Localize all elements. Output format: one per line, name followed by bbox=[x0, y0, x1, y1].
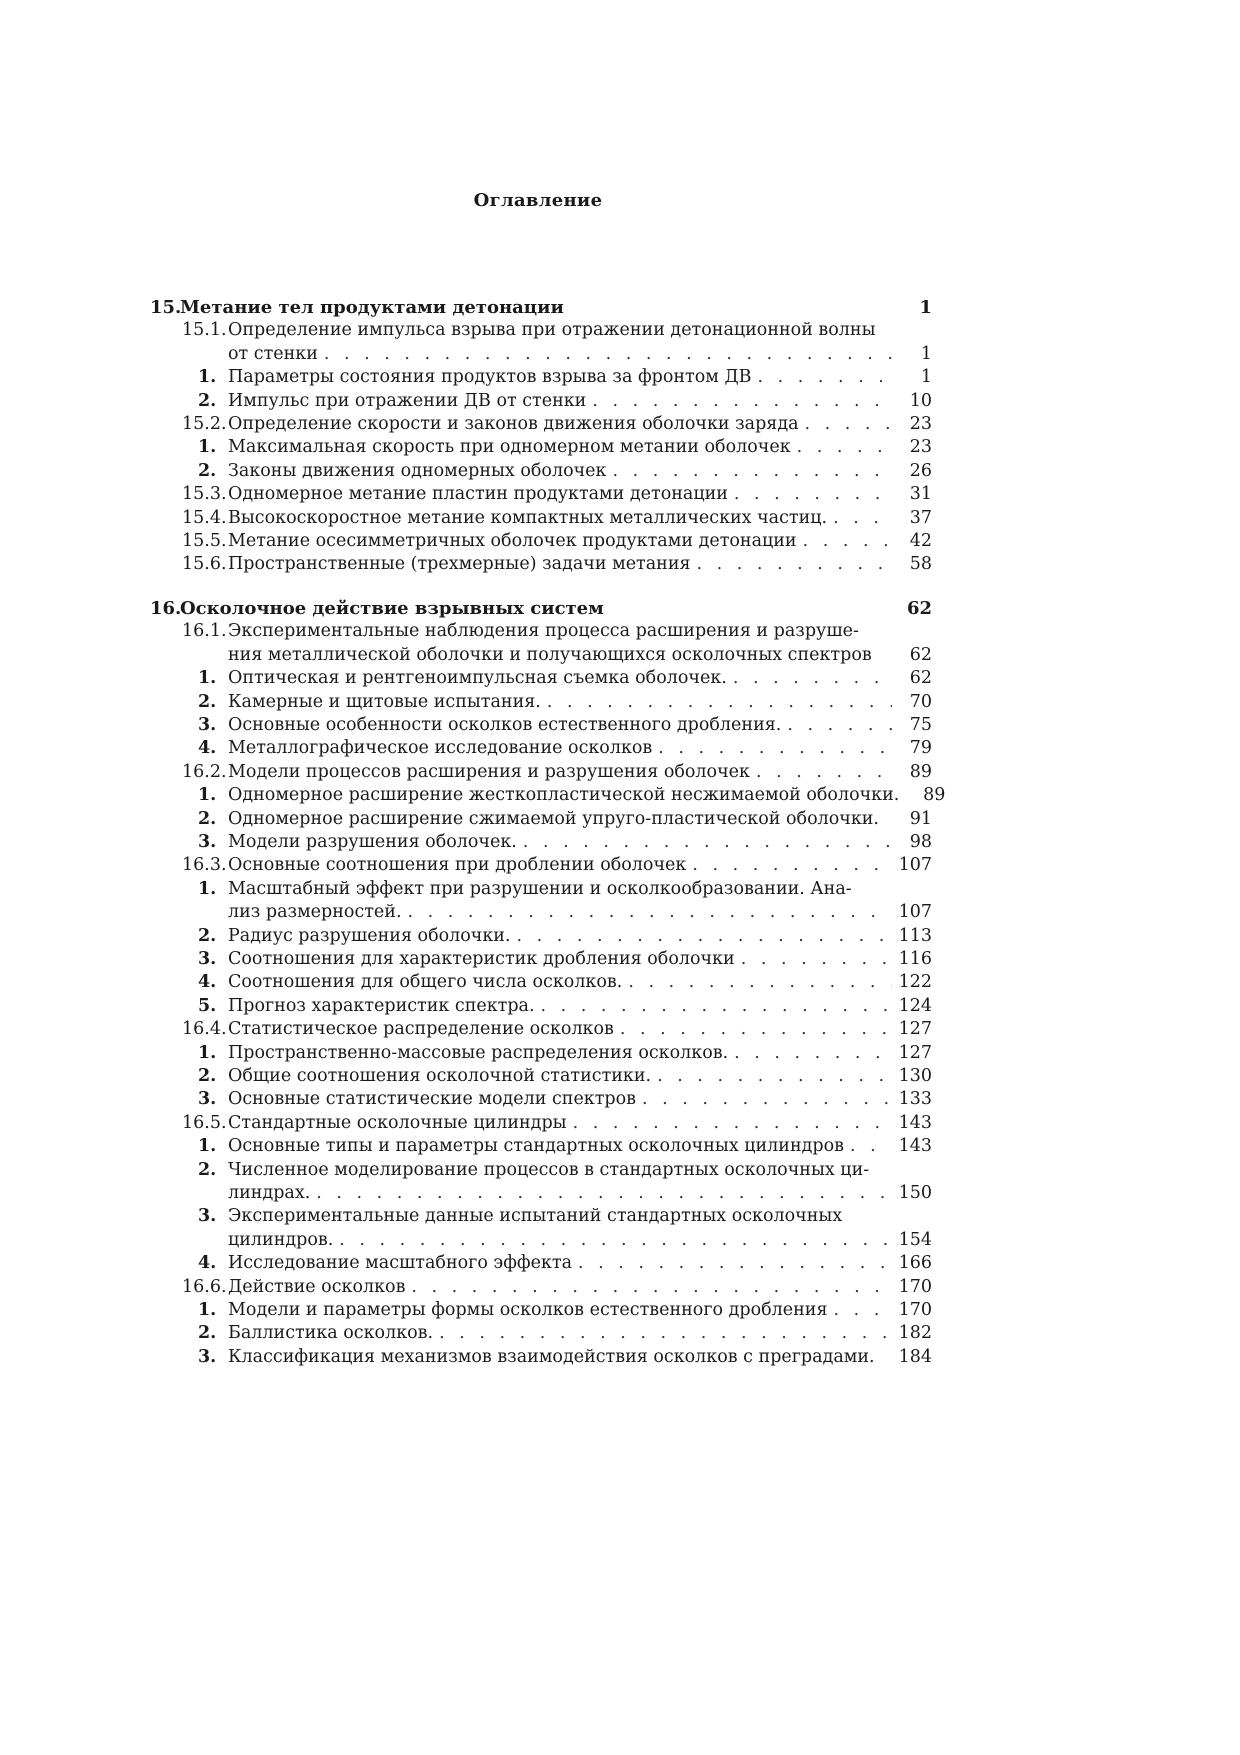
entry-line bbox=[228, 483, 932, 506]
toc-subsection[interactable] bbox=[150, 1205, 932, 1252]
entry-line bbox=[228, 667, 932, 690]
entry-body bbox=[228, 390, 932, 413]
entry-body bbox=[228, 530, 932, 553]
entry-body bbox=[228, 1159, 932, 1206]
entry-page-number: 42 bbox=[909, 531, 932, 552]
chapter-title: Метание тел продуктами детонации bbox=[180, 297, 564, 318]
toc-section[interactable] bbox=[150, 854, 932, 877]
entry-line bbox=[228, 1276, 932, 1299]
entry-title: Модели и параметры формы осколков естественного дробления bbox=[228, 1300, 828, 1321]
entry-title: Металлографическое исследование осколков bbox=[228, 738, 653, 759]
dot-leader bbox=[734, 483, 892, 506]
entry-title: Основные соотношения при дроблении оболочек bbox=[228, 855, 687, 876]
entry-line bbox=[228, 784, 946, 807]
dot-leader bbox=[642, 1088, 892, 1111]
entry-line bbox=[228, 343, 932, 366]
toc-subsection[interactable] bbox=[150, 831, 932, 854]
entry-title: Законы движения одномерных оболочек bbox=[228, 460, 607, 481]
toc-subsection[interactable] bbox=[150, 1299, 932, 1322]
toc-section[interactable] bbox=[150, 413, 932, 436]
entry-title: Импульс при отражении ДВ от стенки bbox=[228, 390, 587, 411]
entry-number: 1. bbox=[198, 1042, 217, 1063]
entry-body bbox=[228, 737, 932, 760]
entry-page-number: 170 bbox=[898, 1300, 932, 1321]
entry-title: Камерные и щитовые испытания. bbox=[228, 691, 541, 712]
entry-number: 2. bbox=[198, 390, 217, 411]
entry-number: 4. bbox=[198, 1253, 217, 1274]
dot-leader bbox=[756, 761, 892, 784]
toc-subsection[interactable] bbox=[150, 691, 932, 714]
entry-number: 1. bbox=[198, 1136, 217, 1157]
entry-body bbox=[228, 808, 932, 831]
entry-line bbox=[228, 1112, 932, 1135]
entry-number: 1. bbox=[198, 437, 217, 458]
entry-line bbox=[228, 995, 932, 1018]
entry-page-number: 107 bbox=[898, 855, 932, 876]
dot-leader bbox=[692, 854, 892, 877]
entry-page-number: 170 bbox=[898, 1276, 932, 1297]
entry-number: 16.2. bbox=[182, 761, 227, 782]
entry-page-number: 133 bbox=[898, 1089, 932, 1110]
entry-body bbox=[228, 761, 932, 784]
dot-leader bbox=[658, 737, 892, 760]
entry-title: Основные особенности осколков естественного дробления. bbox=[228, 714, 782, 735]
dot-leader bbox=[787, 714, 892, 737]
entry-line bbox=[228, 1018, 932, 1041]
entry-line bbox=[228, 808, 932, 831]
entry-page-number: 107 bbox=[898, 902, 932, 923]
entry-body bbox=[228, 1018, 932, 1041]
entry-page-number: 75 bbox=[909, 714, 932, 735]
toc-subsection[interactable] bbox=[150, 1159, 932, 1206]
toc-subsection[interactable] bbox=[150, 1346, 932, 1369]
entry-line bbox=[228, 714, 932, 737]
entry-page-number: 62 bbox=[909, 644, 932, 665]
dot-leader bbox=[578, 1252, 892, 1275]
dot-leader bbox=[741, 948, 892, 971]
entry-line bbox=[228, 553, 932, 576]
entry-page-number: 91 bbox=[909, 808, 932, 829]
entry-page-number: 1 bbox=[920, 367, 932, 388]
entry-page-number: 23 bbox=[909, 437, 932, 458]
entry-page-number: 31 bbox=[909, 484, 932, 505]
dot-leader bbox=[850, 1135, 892, 1158]
entry-body bbox=[228, 1042, 932, 1065]
entry-page-number: 116 bbox=[898, 948, 932, 969]
dot-leader bbox=[803, 530, 892, 553]
toc-section[interactable] bbox=[150, 1112, 932, 1135]
entry-title: Классификация механизмов взаимодействия осколков с преградами. bbox=[228, 1346, 875, 1367]
entry-body bbox=[228, 1299, 932, 1322]
entry-body bbox=[228, 1205, 932, 1252]
entry-line bbox=[228, 1229, 932, 1252]
entry-page-number: 166 bbox=[898, 1253, 932, 1274]
entry-number: 1. bbox=[198, 367, 217, 388]
dot-leader bbox=[339, 1229, 892, 1252]
chapter-number: 15. bbox=[150, 297, 182, 318]
toc-section[interactable] bbox=[150, 761, 932, 784]
entry-title: Статистическое распределение осколков bbox=[228, 1019, 614, 1040]
entry-number: 2. bbox=[198, 460, 217, 481]
dot-leader bbox=[657, 1065, 892, 1088]
entry-page-number: 58 bbox=[909, 554, 932, 575]
entry-line bbox=[228, 948, 932, 971]
entry-line bbox=[228, 1182, 932, 1205]
toc-chapter[interactable] bbox=[150, 296, 932, 319]
toc-section[interactable] bbox=[150, 620, 932, 667]
toc-section[interactable] bbox=[150, 507, 932, 530]
toc-subsection[interactable] bbox=[150, 1042, 932, 1065]
dot-leader bbox=[324, 343, 892, 366]
entry-title: лиз размерностей. bbox=[228, 902, 402, 923]
entry-page-number: 23 bbox=[909, 414, 932, 435]
entry-number: 1. bbox=[198, 785, 217, 806]
toc-subsection[interactable] bbox=[150, 971, 932, 994]
entry-title: Действие осколков bbox=[228, 1276, 406, 1297]
entry-number: 16.5. bbox=[182, 1112, 227, 1133]
entry-body bbox=[228, 507, 932, 530]
chapter-number: 16. bbox=[150, 597, 182, 619]
dot-leader bbox=[734, 1042, 892, 1065]
entry-number: 3. bbox=[198, 948, 217, 969]
entry-number: 3. bbox=[198, 1206, 217, 1227]
entry-body bbox=[228, 878, 932, 925]
toc-subsection[interactable] bbox=[150, 390, 932, 413]
entry-number: 15.5. bbox=[182, 531, 227, 552]
dot-leader bbox=[612, 460, 892, 483]
entry-title: Радиус разрушения оболочки. bbox=[228, 925, 511, 946]
entry-page-number: 143 bbox=[898, 1112, 932, 1133]
dot-leader bbox=[541, 995, 892, 1018]
entry-line bbox=[228, 436, 932, 459]
entry-title: линдрах. bbox=[228, 1183, 311, 1204]
entry-body bbox=[228, 1088, 932, 1111]
entry-line bbox=[228, 366, 932, 389]
entry-body bbox=[228, 366, 932, 389]
entry-number: 1. bbox=[198, 668, 217, 689]
toc-section[interactable] bbox=[150, 319, 932, 366]
dot-leader bbox=[805, 413, 892, 436]
entry-body bbox=[228, 925, 932, 948]
entry-line bbox=[228, 737, 932, 760]
entry-body bbox=[228, 831, 932, 854]
entry-title: Общие соотношения осколочной статистики. bbox=[228, 1066, 652, 1086]
entry-page-number: 89 bbox=[909, 761, 932, 782]
entry-body bbox=[228, 714, 932, 737]
entry-page-number: 127 bbox=[898, 1042, 932, 1063]
entry-body bbox=[228, 1112, 932, 1135]
entry-title-line: Численное моделирование процессов в стандартных осколочных ци- bbox=[228, 1159, 870, 1180]
entry-title: Максимальная скорость при одномерном метании оболочек bbox=[228, 437, 791, 458]
dot-leader bbox=[758, 366, 892, 389]
entry-line bbox=[228, 971, 932, 994]
entry-number: 2. bbox=[198, 925, 217, 946]
dot-leader bbox=[523, 831, 892, 854]
entry-line bbox=[228, 390, 932, 413]
entry-body bbox=[228, 319, 932, 366]
entry-page-number: 37 bbox=[909, 507, 932, 528]
toc-subsection[interactable] bbox=[150, 925, 932, 948]
dot-leader bbox=[517, 925, 892, 948]
entry-number: 1. bbox=[198, 1300, 217, 1321]
entry-page-number: 70 bbox=[909, 691, 932, 712]
entry-number: 2. bbox=[198, 1323, 217, 1344]
entry-number: 15.2. bbox=[182, 414, 227, 435]
entry-body bbox=[228, 483, 932, 506]
entry-line bbox=[228, 644, 932, 667]
entry-number: 15.6. bbox=[182, 554, 227, 575]
entry-line bbox=[228, 460, 932, 483]
dot-leader bbox=[411, 1276, 892, 1299]
entry-number: 15.1. bbox=[182, 320, 227, 341]
entry-title: Основные типы и параметры стандартных осколочных цилиндров bbox=[228, 1136, 844, 1157]
entry-title: ния металлической оболочки и получающихся осколочных спектров bbox=[228, 644, 872, 665]
dot-leader bbox=[834, 1299, 893, 1322]
dot-leader bbox=[547, 691, 892, 714]
toc-subsection[interactable] bbox=[150, 784, 946, 807]
toc-subsection[interactable] bbox=[150, 948, 932, 971]
entry-body bbox=[228, 1135, 932, 1158]
entry-title: от стенки bbox=[228, 343, 318, 364]
entry-body bbox=[228, 948, 932, 971]
dot-leader bbox=[408, 901, 892, 924]
dot-leader bbox=[628, 971, 892, 994]
entry-page-number: 184 bbox=[898, 1346, 932, 1367]
entry-page-number: 26 bbox=[909, 460, 932, 481]
dot-leader bbox=[316, 1182, 892, 1205]
entry-page-number: 10 bbox=[909, 390, 932, 411]
entry-title: Исследование масштабного эффекта bbox=[228, 1253, 573, 1274]
entry-body bbox=[228, 460, 932, 483]
entry-line bbox=[228, 831, 932, 854]
entry-line bbox=[228, 854, 932, 877]
entry-title: Определение скорости и законов движения оболочки заряда bbox=[228, 414, 799, 435]
toc-subsection[interactable] bbox=[150, 808, 932, 831]
entry-title: Пространственные (трехмерные) задачи метания bbox=[228, 554, 691, 575]
toc-section[interactable] bbox=[150, 553, 932, 576]
dot-leader bbox=[439, 1322, 892, 1345]
toc-subsection[interactable] bbox=[150, 1065, 932, 1088]
entry-body bbox=[228, 971, 932, 994]
dot-leader bbox=[797, 436, 892, 459]
entry-number: 3. bbox=[198, 1346, 217, 1367]
toc-subsection[interactable] bbox=[150, 878, 932, 925]
entry-line bbox=[228, 1252, 932, 1275]
toc-section[interactable] bbox=[150, 483, 932, 506]
dot-leader bbox=[833, 507, 892, 530]
entry-body bbox=[228, 553, 932, 576]
entry-title: Стандартные осколочные цилиндры bbox=[228, 1112, 567, 1133]
entry-page-number: 1 bbox=[920, 343, 932, 364]
toc-subsection[interactable] bbox=[150, 737, 932, 760]
entry-line bbox=[228, 1042, 932, 1065]
entry-title: Соотношения для характеристик дробления оболочки bbox=[228, 948, 735, 969]
entry-title: Основные статистические модели спектров bbox=[228, 1089, 637, 1110]
entry-title: цилиндров. bbox=[228, 1229, 334, 1250]
entry-title-line: Экспериментальные данные испытаний стандартных осколочных bbox=[228, 1206, 843, 1227]
entry-line bbox=[228, 1135, 932, 1158]
entry-line bbox=[228, 925, 932, 948]
chapter-page-number: 62 bbox=[906, 597, 932, 619]
entry-title: Одномерное расширение жесткопластической несжимаемой оболочки. bbox=[228, 785, 900, 806]
entry-line bbox=[228, 530, 932, 553]
entry-title-line: Масштабный эффект при разрушении и осколкообразовании. Ана- bbox=[228, 878, 852, 899]
entry-page-number: 182 bbox=[898, 1323, 932, 1344]
entry-line bbox=[228, 901, 932, 924]
entry-title: Соотношения для общего числа осколков. bbox=[228, 972, 623, 993]
entry-title: Параметры состояния продуктов взрыва за фронтом ДВ bbox=[228, 367, 752, 388]
dot-leader bbox=[733, 667, 892, 690]
toc-subsection[interactable] bbox=[150, 366, 932, 389]
entry-title: Метание осесимметричных оболочек продуктами детонации bbox=[228, 531, 797, 552]
entry-number: 2. bbox=[198, 1159, 217, 1180]
entry-body bbox=[228, 413, 932, 436]
toc-section[interactable] bbox=[150, 1018, 932, 1041]
entry-page-number: 154 bbox=[898, 1229, 932, 1250]
entry-body bbox=[228, 436, 932, 459]
entry-line bbox=[228, 1299, 932, 1322]
entry-page-number: 98 bbox=[909, 831, 932, 852]
entry-number: 2. bbox=[198, 1066, 217, 1086]
entry-number: 3. bbox=[198, 1089, 217, 1110]
entry-line bbox=[228, 413, 932, 436]
entry-page-number: 113 bbox=[898, 925, 932, 946]
toc-subsection[interactable] bbox=[150, 667, 932, 690]
entry-line bbox=[228, 1065, 932, 1088]
entry-line bbox=[228, 691, 932, 714]
entry-number: 5. bbox=[198, 995, 217, 1016]
table-of-contents bbox=[150, 296, 946, 1369]
chapter-page-number: 1 bbox=[919, 297, 932, 318]
entry-line bbox=[228, 507, 932, 530]
entry-page-number: 122 bbox=[898, 972, 932, 993]
entry-page-number: 79 bbox=[909, 738, 932, 759]
page-title: Оглавление bbox=[473, 190, 603, 211]
entry-title: Одномерное метание пластин продуктами детонации bbox=[228, 484, 728, 505]
entry-title: Оптическая и рентгеноимпульсная съемка оболочек. bbox=[228, 668, 727, 689]
entry-title: Модели разрушения оболочек. bbox=[228, 831, 517, 852]
entry-page-number: 127 bbox=[898, 1019, 932, 1040]
entry-page-number: 143 bbox=[898, 1136, 932, 1157]
entry-number: 16.6. bbox=[182, 1276, 227, 1297]
toc-chapter[interactable] bbox=[150, 597, 932, 620]
entry-line bbox=[228, 761, 932, 784]
entry-number: 3. bbox=[198, 714, 217, 735]
entry-body bbox=[228, 1276, 932, 1299]
entry-title: Одномерное расширение сжимаемой упруго-пластической оболочки. bbox=[228, 808, 879, 829]
toc-subsection[interactable] bbox=[150, 436, 932, 459]
entry-body bbox=[228, 1346, 932, 1369]
entry-number: 2. bbox=[198, 808, 217, 829]
entry-body bbox=[228, 667, 932, 690]
entry-title: Баллистика осколков. bbox=[228, 1323, 434, 1344]
entry-number: 16.3. bbox=[182, 855, 227, 876]
entry-title: Прогноз характеристик спектра. bbox=[228, 995, 535, 1016]
entry-title-line: Экспериментальные наблюдения процесса расширения и разруше- bbox=[228, 621, 859, 642]
toc-section[interactable] bbox=[150, 1276, 932, 1299]
entry-number: 16.1. bbox=[182, 621, 227, 642]
dot-leader bbox=[573, 1112, 892, 1135]
entry-number: 4. bbox=[198, 738, 217, 759]
toc-section[interactable] bbox=[150, 530, 932, 553]
entry-number: 16.4. bbox=[182, 1019, 227, 1040]
entry-page-number: 130 bbox=[898, 1066, 932, 1086]
toc-subsection[interactable] bbox=[150, 714, 932, 737]
toc-subsection[interactable] bbox=[150, 1252, 932, 1275]
entry-body bbox=[228, 691, 932, 714]
entry-page-number: 62 bbox=[909, 668, 932, 689]
entry-body bbox=[228, 620, 932, 667]
entry-title: Высокоскоростное метание компактных металлических частиц. bbox=[228, 507, 828, 528]
toc-subsection[interactable] bbox=[150, 995, 932, 1018]
toc-subsection[interactable] bbox=[150, 1322, 932, 1345]
toc-subsection[interactable] bbox=[150, 1135, 932, 1158]
dot-leader bbox=[620, 1018, 892, 1041]
entry-number: 1. bbox=[198, 878, 217, 899]
entry-page-number: 89 bbox=[923, 785, 946, 806]
entry-line bbox=[228, 1346, 932, 1369]
entry-title: Пространственно-массовые распределения осколков. bbox=[228, 1042, 729, 1063]
toc-subsection[interactable] bbox=[150, 460, 932, 483]
entry-body bbox=[228, 1252, 932, 1275]
chapter-title: Осколочное действие взрывных систем bbox=[180, 597, 604, 619]
entry-body bbox=[228, 1322, 932, 1345]
entry-page-number: 124 bbox=[898, 995, 932, 1016]
entry-title-line: Определение импульса взрыва при отражении детонационной волны bbox=[228, 320, 876, 341]
entry-number: 4. bbox=[198, 972, 217, 993]
entry-title: Модели процессов расширения и разрушения оболочек bbox=[228, 761, 750, 782]
entry-body bbox=[228, 1065, 932, 1088]
entry-page-number: 150 bbox=[898, 1183, 932, 1204]
entry-number: 15.4. bbox=[182, 507, 227, 528]
toc-subsection[interactable] bbox=[150, 1088, 932, 1111]
dot-leader bbox=[592, 390, 892, 413]
dot-leader bbox=[697, 553, 892, 576]
entry-number: 15.3. bbox=[182, 484, 227, 505]
entry-line bbox=[228, 1088, 932, 1111]
entry-body bbox=[228, 854, 932, 877]
entry-number: 2. bbox=[198, 691, 217, 712]
entry-body bbox=[228, 995, 932, 1018]
entry-number: 3. bbox=[198, 831, 217, 852]
entry-body bbox=[228, 784, 946, 807]
entry-line bbox=[228, 1322, 932, 1345]
